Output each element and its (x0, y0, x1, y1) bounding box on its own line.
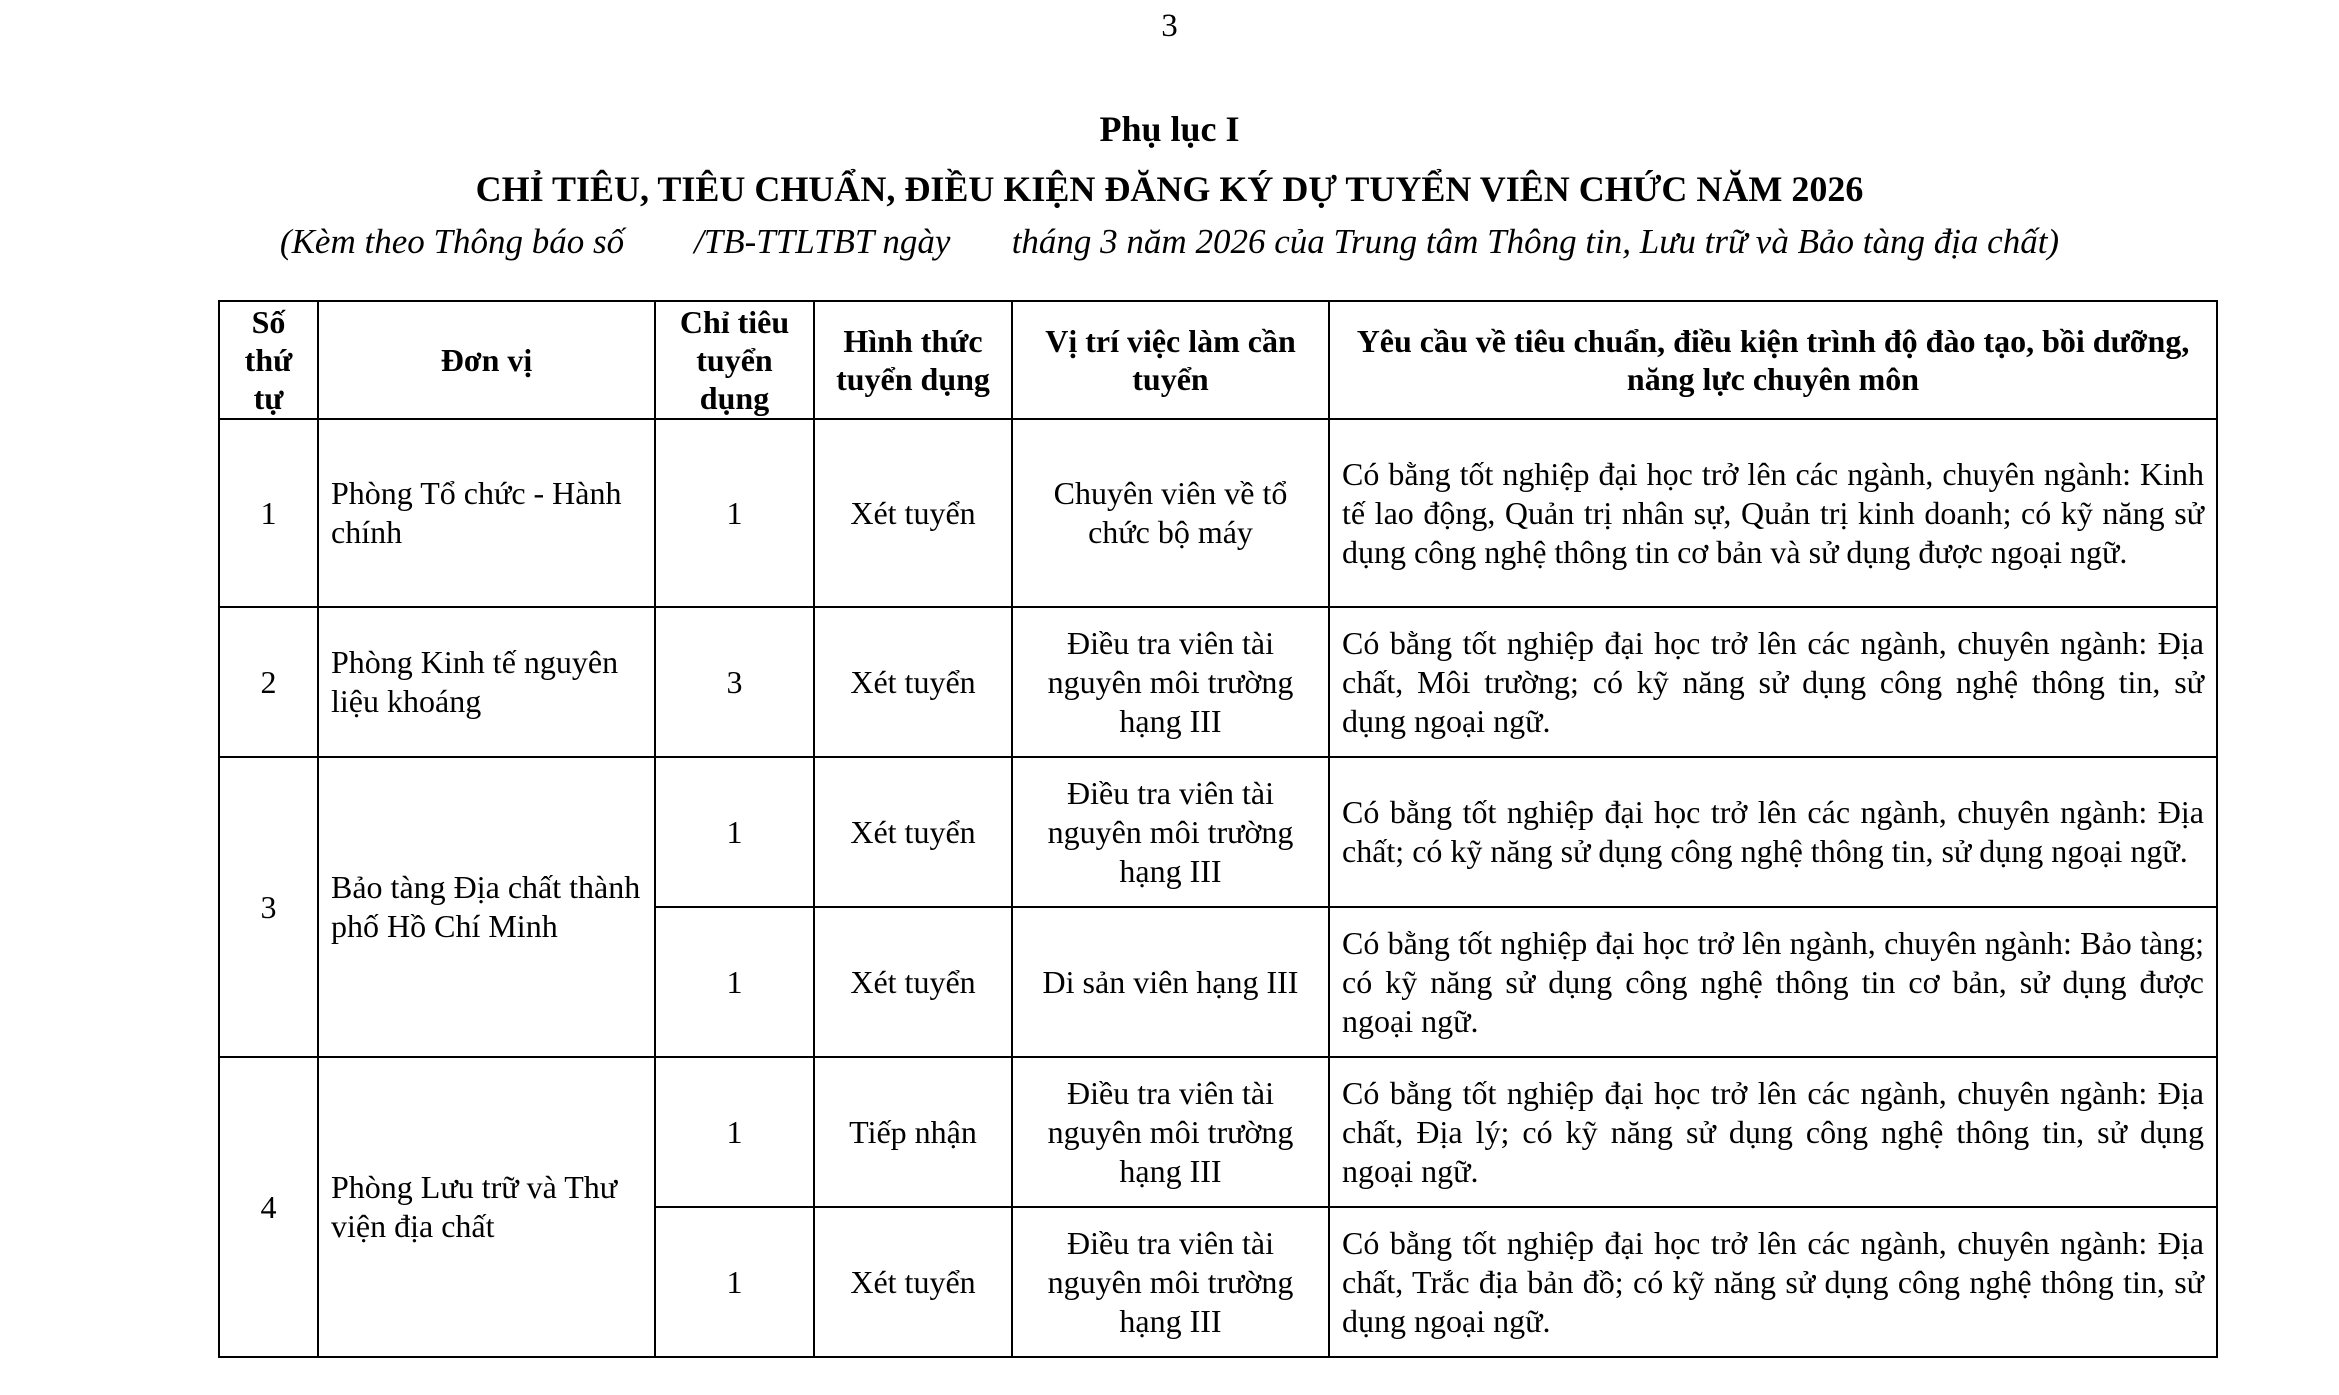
header-stt: Số thứ tự (219, 301, 318, 419)
cell-unit: Phòng Kinh tế nguyên liệu khoáng (318, 607, 655, 757)
document-subtitle: (Kèm theo Thông báo số /TB-TTLTBT ngày tháng 3 năm 2026 của Trung tâm Thông tin, Lưu trữ và Bảo tàng địa chất) (279, 222, 2060, 261)
cell-stt: 3 (219, 757, 318, 1057)
cell-unit: Bảo tàng Địa chất thành phố Hồ Chí Minh (318, 757, 655, 1057)
table-row (219, 757, 2217, 907)
cell-requirements: Có bằng tốt nghiệp đại học trở lên các ngành, chuyên ngành: Địa chất; có kỹ năng sử dụng công nghệ thông tin, sử dụng ngoại ngữ. (1329, 757, 2217, 907)
page-number: 3 (1161, 8, 1178, 44)
appendix-title: Phụ lục I (1099, 109, 1240, 149)
cell-position: Điều tra viên tài nguyên môi trường hạng III (1012, 607, 1329, 757)
cell-quota: 1 (655, 907, 814, 1057)
cell-position: Di sản viên hạng III (1012, 907, 1329, 1057)
cell-quota: 1 (655, 419, 814, 607)
cell-unit: Phòng Tổ chức - Hành chính (318, 419, 655, 607)
cell-requirements: Có bằng tốt nghiệp đại học trở lên các ngành, chuyên ngành: Địa chất, Trắc địa bản đồ; có kỹ năng sử dụng công nghệ thông tin, sử dụng ngoại ngữ. (1329, 1207, 2217, 1357)
header-position: Vị trí việc làm cần tuyển (1012, 301, 1329, 419)
cell-form: Xét tuyển (814, 757, 1012, 907)
header-form: Hình thức tuyển dụng (814, 301, 1012, 419)
cell-form: Xét tuyển (814, 1207, 1012, 1357)
cell-requirements: Có bằng tốt nghiệp đại học trở lên các ngành, chuyên ngành: Địa chất, Địa lý; có kỹ năng sử dụng công nghệ thông tin, sử dụng ngoại ngữ. (1329, 1057, 2217, 1207)
cell-quota: 1 (655, 1057, 814, 1207)
document-title: CHỈ TIÊU, TIÊU CHUẨN, ĐIỀU KIỆN ĐĂNG KÝ DỰ TUYỂN VIÊN CHỨC NĂM 2026 (475, 169, 1864, 209)
cell-form: Xét tuyển (814, 907, 1012, 1057)
cell-requirements: Có bằng tốt nghiệp đại học trở lên các ngành, chuyên ngành: Địa chất, Môi trường; có kỹ năng sử dụng công nghệ thông tin, sử dụng ngoại ngữ. (1329, 607, 2217, 757)
cell-requirements: Có bằng tốt nghiệp đại học trở lên các ngành, chuyên ngành: Kinh tế lao động, Quản trị nhân sự, Quản trị kinh doanh; có kỹ năng sử dụng công nghệ thông tin cơ bản và sử dụng được ngoại ngữ. (1329, 419, 2217, 607)
cell-position: Điều tra viên tài nguyên môi trường hạng III (1012, 1207, 1329, 1357)
table-row (219, 607, 2217, 757)
table-row (219, 419, 2217, 607)
cell-position: Điều tra viên tài nguyên môi trường hạng III (1012, 757, 1329, 907)
cell-position: Điều tra viên tài nguyên môi trường hạng III (1012, 1057, 1329, 1207)
header-requirements: Yêu cầu về tiêu chuẩn, điều kiện trình độ đào tạo, bồi dưỡng, năng lực chuyên môn (1329, 301, 2217, 419)
cell-stt: 1 (219, 419, 318, 607)
table-header-row (219, 301, 2217, 419)
cell-form: Xét tuyển (814, 419, 1012, 607)
cell-stt: 2 (219, 607, 318, 757)
cell-quota: 1 (655, 757, 814, 907)
header-unit: Đơn vị (318, 301, 655, 419)
header-quota: Chỉ tiêu tuyển dụng (655, 301, 814, 419)
cell-form: Xét tuyển (814, 607, 1012, 757)
recruitment-table (218, 300, 2218, 1358)
cell-requirements: Có bằng tốt nghiệp đại học trở lên ngành, chuyên ngành: Bảo tàng; có kỹ năng sử dụng công nghệ thông tin cơ bản, sử dụng được ngoại ngữ. (1329, 907, 2217, 1057)
cell-unit: Phòng Lưu trữ và Thư viện địa chất (318, 1057, 655, 1357)
cell-stt: 4 (219, 1057, 318, 1357)
cell-form: Tiếp nhận (814, 1057, 1012, 1207)
table-row (219, 1057, 2217, 1207)
cell-quota: 1 (655, 1207, 814, 1357)
cell-quota: 3 (655, 607, 814, 757)
cell-position: Chuyên viên về tổ chức bộ máy (1012, 419, 1329, 607)
